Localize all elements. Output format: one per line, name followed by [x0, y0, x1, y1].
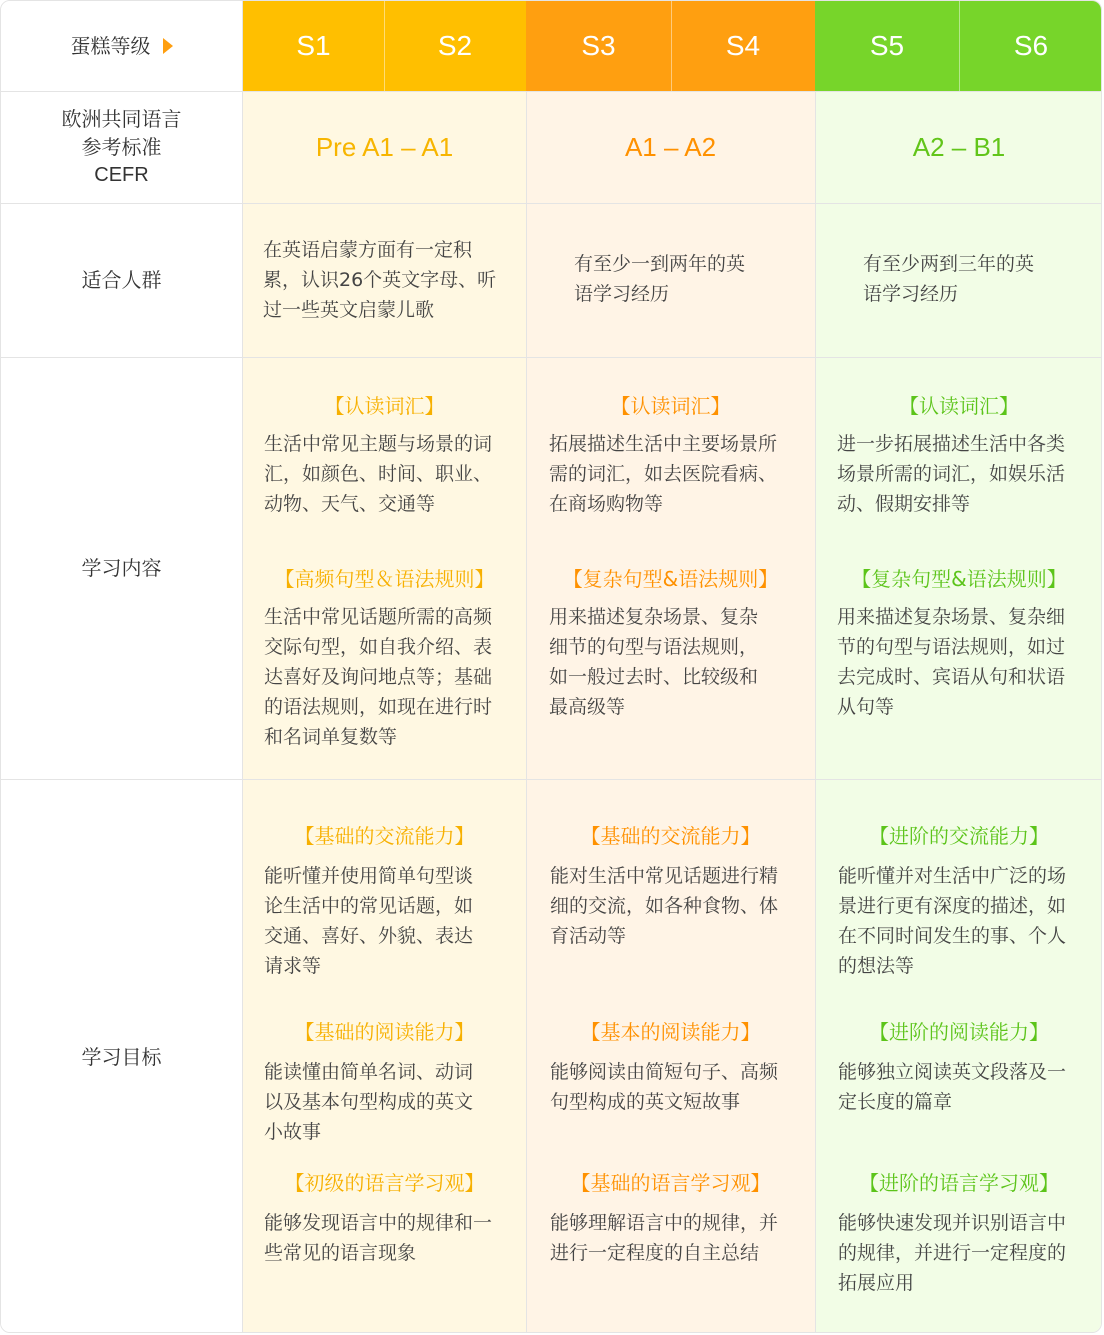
content-section-text: 用来描述复杂场景、复杂细 节的句型与语法规则，如过 去完成时、宾语从句和状语 从句等 [837, 606, 1066, 718]
goal-section-title: 【进阶的语言学习观】 [859, 1171, 1059, 1195]
goals-row-label: 学习目标 [1, 779, 243, 1333]
cefr-value-s5-s6: A2 – B1 [912, 131, 1006, 162]
goal-section-text: 能够发现语言中的规律和一 些常见的语言现象 [264, 1212, 493, 1264]
cefr-label-line: 欧洲共同语言 [61, 107, 182, 131]
content-section-text: 生活中常见主题与场景的词 汇，如颜色、时间、职业、 动物、天气、交通等 [264, 433, 493, 515]
level-s3: S3 [526, 1, 671, 91]
goal-section-title: 【基础的阅读能力】 [294, 1020, 475, 1044]
cefr-label-line: 参考标准 [81, 135, 162, 159]
content-section-text: 用来描述复杂场景、复杂 细节的句型与语法规则， 如一般过去时、比较级和 最高级等 [549, 606, 759, 718]
level-s6: S6 [959, 1, 1102, 91]
audience-row-label: 适合人群 [1, 203, 243, 357]
header-divider [384, 1, 385, 91]
goal-section-title: 【基础的交流能力】 [294, 824, 475, 848]
row-divider [1, 203, 1102, 204]
content-section-text: 进一步拓展描述生活中各类 场景所需的词汇，如娱乐活 动、假期安排等 [837, 433, 1066, 515]
level-s2: S2 [384, 1, 526, 91]
goal-section-text: 能听懂并对生活中广泛的场 景进行更有深度的描述，如 在不同时间发生的事、个人 的想法等 [838, 865, 1067, 977]
goal-section-text: 能够独立阅读英文段落及一 定长度的篇章 [838, 1061, 1067, 1113]
cefr-label-line: CEFR [94, 164, 149, 186]
audience-text-s5-s6: 有至少两到三年的英 语学习经历 [863, 253, 1035, 305]
content-section-title: 【认读词汇】 [899, 394, 1019, 418]
goal-section-title: 【进阶的阅读能力】 [869, 1020, 1049, 1044]
content-section-title: 【认读词汇】 [324, 394, 445, 418]
goal-section-text: 能够理解语言中的规律，并 进行一定程度的自主总结 [550, 1212, 779, 1264]
row-divider [1, 357, 1102, 358]
cefr-value-s3-s4: A1 – A2 [624, 131, 717, 162]
goal-section-title: 【基础的交流能力】 [580, 824, 761, 848]
header-divider [959, 1, 960, 91]
goal-section-text: 能够阅读由简短句子、高频 句型构成的英文短故事 [550, 1061, 779, 1113]
level-s5: S5 [815, 1, 959, 91]
content-section-title: 【高频句型＆语法规则】 [274, 567, 495, 591]
level-label-text: 蛋糕等级 [70, 34, 151, 58]
row-divider [1, 779, 1102, 780]
level-s1: S1 [243, 1, 384, 91]
goal-section-text: 能对生活中常见话题进行精 细的交流，如各种食物、体 育活动等 [550, 865, 779, 947]
content-row-label: 学习内容 [1, 357, 243, 779]
goal-section-title: 【基本的阅读能力】 [580, 1020, 761, 1044]
content-section-text: 生活中常见话题所需的高频 交际句型，如自我介绍、表 达喜好及询问地点等；基础 的语法规则，如现在进行时 和名词单复数等 [264, 606, 493, 748]
level-header-label [1, 1, 243, 91]
goal-section-text: 能听懂并使用简单句型谈 论生活中的常见话题，如 交通、喜好、外貌、表达 请求等 [264, 865, 474, 977]
column-divider [526, 91, 527, 1333]
audience-text-s3-s4: 有至少一到两年的英 语学习经历 [574, 253, 746, 305]
goal-section-text: 能够快速发现并识别语言中 的规律，并进行一定程度的 拓展应用 [838, 1212, 1067, 1294]
content-section-title: 【复杂句型&语法规则】 [562, 567, 779, 591]
cefr-row-label [1, 91, 243, 203]
arrow-right-icon [163, 38, 173, 54]
cefr-value-s1-s2: Pre A1 – A1 [315, 131, 454, 162]
audience-text-s1-s2: 在英语启蒙方面有一定积 累，认识26个英文字母、听 过一些英文启蒙儿歌 [263, 239, 497, 321]
header-divider [671, 1, 672, 91]
level-s4: S4 [671, 1, 815, 91]
goal-section-title: 【初级的语言学习观】 [284, 1171, 485, 1195]
content-section-text: 拓展描述生活中主要场景所 需的词汇，如去医院看病、 在商场购物等 [549, 433, 778, 515]
content-section-title: 【复杂句型&语法规则】 [851, 567, 1067, 591]
content-section-title: 【认读词汇】 [610, 394, 731, 418]
goal-section-title: 【基础的语言学习观】 [570, 1171, 771, 1195]
goal-section-title: 【进阶的交流能力】 [869, 824, 1049, 848]
column-divider [815, 91, 816, 1333]
row-divider [1, 91, 1102, 92]
goal-section-text: 能读懂由简单名词、动词 以及基本句型构成的英文 小故事 [264, 1061, 474, 1143]
